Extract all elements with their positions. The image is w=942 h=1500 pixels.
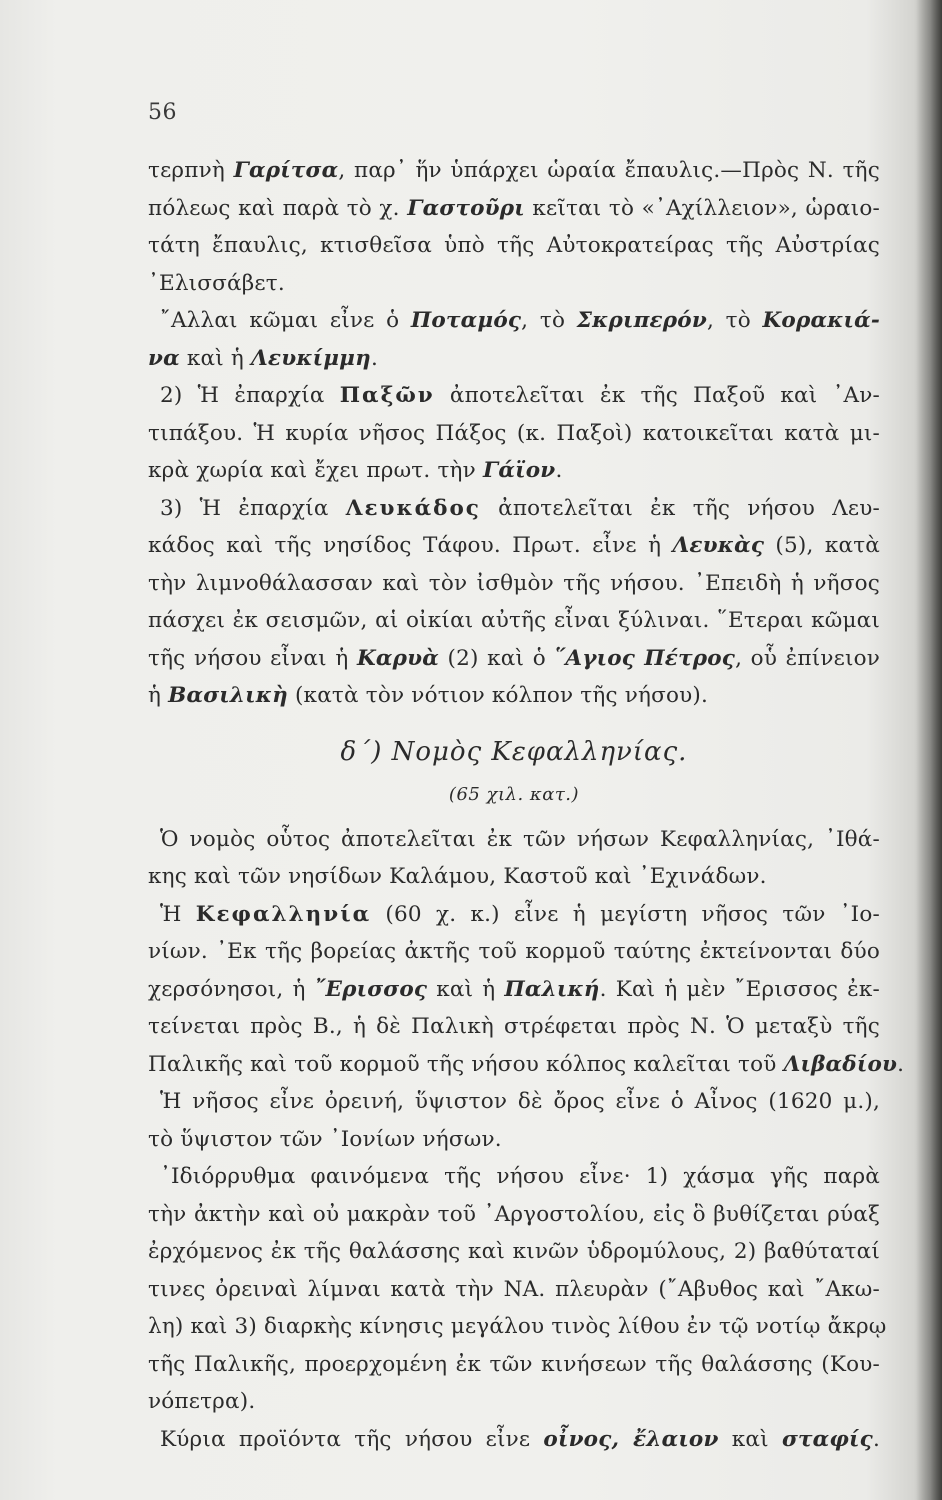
text-run: 3) Ἡ ἐπαρχία [160, 495, 346, 521]
italic-term: Παλική [504, 976, 600, 1002]
text-run: καὶ ἡ [179, 345, 252, 371]
text-line [148, 640, 880, 678]
text-run: χερσόνησοι, ἡ [148, 976, 315, 1002]
text-line [148, 858, 880, 896]
text-run: ῎Αλλαι κῶμαι εἶνε ὁ [160, 308, 411, 333]
section-corfu-lefkada [148, 152, 880, 715]
italic-term: Γαστοῦρι [407, 195, 525, 221]
text-line [148, 1158, 880, 1196]
text-line [148, 452, 880, 490]
italic-term: σταφίς [781, 1426, 873, 1452]
text-line [148, 896, 880, 934]
italic-term: Λιβαδίου [783, 1051, 898, 1077]
italic-term: Ποταμός [410, 308, 522, 333]
text-line [148, 190, 880, 228]
text-run: (2) καὶ ὁ [438, 645, 555, 671]
text-line [148, 1046, 905, 1084]
text-run: . [872, 1426, 880, 1452]
text-line [148, 602, 880, 640]
section-subheading: (65 χιλ. κατ.) [448, 783, 580, 805]
italic-term: Γαρίτσα [233, 158, 339, 183]
text-line [148, 415, 880, 453]
binding-shadow [916, 0, 942, 1500]
text-line [148, 265, 880, 303]
italic-term: Γάϊον [482, 458, 556, 483]
text-run: τὴν ἀκτὴν καὶ οὐ μακρὰν τοῦ ᾿Αργοστολίου, εἰς ὃ βυθίζεται ρύαξ [148, 1201, 880, 1227]
text-run: Παλικῆς καὶ τοῦ κορμοῦ τῆς νήσου κόλπος καλεῖται τοῦ [148, 1051, 784, 1077]
text-line [148, 933, 880, 971]
italic-term: Βασιλικὴ [168, 683, 288, 708]
italic-term: να [148, 345, 180, 371]
italic-term: Λευκίμμη [251, 345, 371, 371]
text-run: Ἡ νῆσος εἶνε ὀρεινή, ὕψιστον δὲ ὄρος εἶνε ὁ Αἶνος (1620 μ.), [160, 1089, 880, 1114]
text-run: λη) καὶ 3) διαρκὴς κίνησις μεγάλου τινὸς λίθου ἐν τῷ νοτίῳ ἄκρῳ [148, 1314, 887, 1339]
text-line [148, 971, 880, 1009]
text-run: τῆς νήσου εἶναι ἡ [148, 645, 357, 671]
text-run: ἐρχόμενος ἐκ τῆς θαλάσσης καὶ κινῶν ὑδρομύλους, 2) βαθύταταί [148, 1239, 880, 1264]
text-run: , οὗ ἐπίνειον [735, 645, 880, 671]
italic-term: Κορακιά- [762, 308, 880, 333]
text-run: τινες ὀρειναὶ λίμναι κατὰ τὴν ΝΑ. πλευρὰν (῎Αβυθος καὶ ῎Ακω- [148, 1276, 880, 1302]
text-run: νίων. ᾿Εκ τῆς βορείας ἀκτῆς τοῦ κορμοῦ ταύτης ἐκτείνονται δύο [148, 939, 880, 964]
text-run: , τὸ [706, 308, 763, 333]
text-run: κρὰ χωρία καὶ ἔχει πρωτ. τὴν [148, 458, 483, 483]
text-run: , τὸ [521, 308, 577, 333]
page-number: 56 [148, 100, 177, 125]
text-run: ᾿Ελισσάβετ. [148, 270, 285, 296]
text-line [148, 1008, 880, 1046]
text-line [148, 1383, 880, 1421]
text-line [148, 1421, 880, 1459]
text-run: Ὁ νομὸς οὗτος ἀποτελεῖται ἐκ τῶν νήσων Κεφαλληνίας, ᾿Ιθά- [160, 826, 880, 852]
text-line [148, 527, 880, 565]
text-run: καὶ ἡ [427, 976, 505, 1002]
text-line [148, 1271, 880, 1309]
text-run: , παρ᾽ ἥν ὑπάρχει ὡραία ἔπαυλις.—Πρὸς Ν. τῆς [338, 158, 880, 183]
section-kefalonia [148, 821, 905, 1459]
text-run: (5), κατὰ [764, 533, 881, 558]
spaced-term: Παξῶν [339, 383, 435, 408]
text-run: κεῖται τὸ «᾿Αχίλλειον», ὡραιο- [524, 195, 880, 221]
text-line [148, 152, 880, 190]
italic-term: οἶνος, ἔλαιον [543, 1426, 719, 1452]
spaced-term: Κεφαλληνία [195, 901, 372, 927]
body-text [148, 152, 905, 1458]
text-line [148, 302, 880, 340]
text-run: . Καὶ ἡ μὲν ῎Ερισσος ἐκ- [599, 976, 880, 1002]
text-run: τὴν λιμνοθάλασσαν καὶ τὸν ἰσθμὸν τῆς νήσου. ᾿Επειδὴ ἡ νῆσος [148, 570, 880, 596]
text-run: κάδος καὶ τῆς νησίδος Τάφου. Πρωτ. εἶνε ἡ [148, 533, 673, 558]
italic-term: ῞Αγιος Πέτρος [554, 645, 736, 671]
text-run: τείνεται πρὸς Β., ἡ δὲ Παλικὴ στρέφεται πρὸς Ν. Ὁ μεταξὺ τῆς [148, 1014, 880, 1039]
text-line [148, 490, 880, 528]
text-run: τιπάξου. Ἡ κυρία νῆσος Πάξος (κ. Παξοὶ) κατοικεῖται κατὰ μι- [148, 420, 880, 446]
text-run: (κατὰ τὸν νότιον κόλπον τῆς νήσου). [287, 683, 708, 708]
text-run: ἀποτελεῖται ἐκ τῆς Παξοῦ καὶ ᾿Αν- [434, 383, 880, 408]
text-run: 2) Ἡ ἐπαρχία [160, 383, 340, 408]
text-run: . [370, 345, 378, 371]
text-run: τάτη ἔπαυλις, κτισθεῖσα ὑπὸ τῆς Αὐτοκρατείρας τῆς Αὐστρίας [148, 233, 880, 258]
text-line [148, 227, 880, 265]
section-heading: δ΄) Νομὸς Κεφαλληνίας. [340, 736, 688, 767]
text-line [148, 1083, 880, 1121]
text-run: ἀποτελεῖται ἐκ τῆς νήσου Λευ- [480, 495, 880, 521]
text-run: νόπετρα). [148, 1389, 256, 1414]
spaced-term: Λευκάδος [345, 495, 481, 521]
text-run: πάσχει ἐκ σεισμῶν, αἱ οἰκίαι αὐτῆς εἶναι ξύλιναι. ῞Ετεραι κῶμαι [148, 608, 880, 633]
text-run: πόλεως καὶ παρὰ τὸ χ. [148, 195, 408, 221]
text-line [148, 1233, 880, 1271]
italic-term: Σκριπερόν [576, 308, 707, 333]
text-run: Ἡ [160, 901, 196, 927]
text-run: καὶ [718, 1426, 782, 1452]
text-run: . [555, 458, 563, 483]
text-line [148, 377, 880, 415]
text-run: ᾿Ιδιόρρυθμα φαινόμενα τῆς νήσου εἶνε· 1) χάσμα γῆς παρὰ [160, 1164, 880, 1189]
text-line [148, 340, 880, 378]
text-line [148, 1121, 880, 1159]
text-run: τερπνὴ [148, 158, 234, 183]
italic-term: Καρυὰ [356, 645, 439, 671]
text-line [148, 1346, 880, 1384]
text-run: τὸ ὕψιστον τῶν ᾿Ιονίων νήσων. [148, 1126, 502, 1152]
text-run: ἡ [148, 683, 169, 708]
text-run: . [897, 1051, 905, 1077]
text-line [148, 1308, 887, 1346]
italic-term: ῎Ερισσος [314, 976, 428, 1002]
text-run: Κύρια προϊόντα τῆς νήσου εἶνε [160, 1426, 544, 1452]
text-run: κης καὶ τῶν νησίδων Καλάμου, Καστοῦ καὶ ᾿Εχινάδων. [148, 864, 767, 889]
italic-term: Λευκὰς [672, 533, 765, 558]
text-run: (60 χ. κ.) εἶνε ἡ μεγίστη νῆσος τῶν ᾿Ιο- [371, 901, 880, 927]
text-line [148, 677, 880, 715]
text-line [148, 565, 880, 603]
text-line [148, 1196, 880, 1234]
text-run: τῆς Παλικῆς, προερχομένη ἐκ τῶν κινήσεων τῆς θαλάσσης (Κου- [148, 1351, 880, 1377]
text-line [148, 821, 880, 859]
